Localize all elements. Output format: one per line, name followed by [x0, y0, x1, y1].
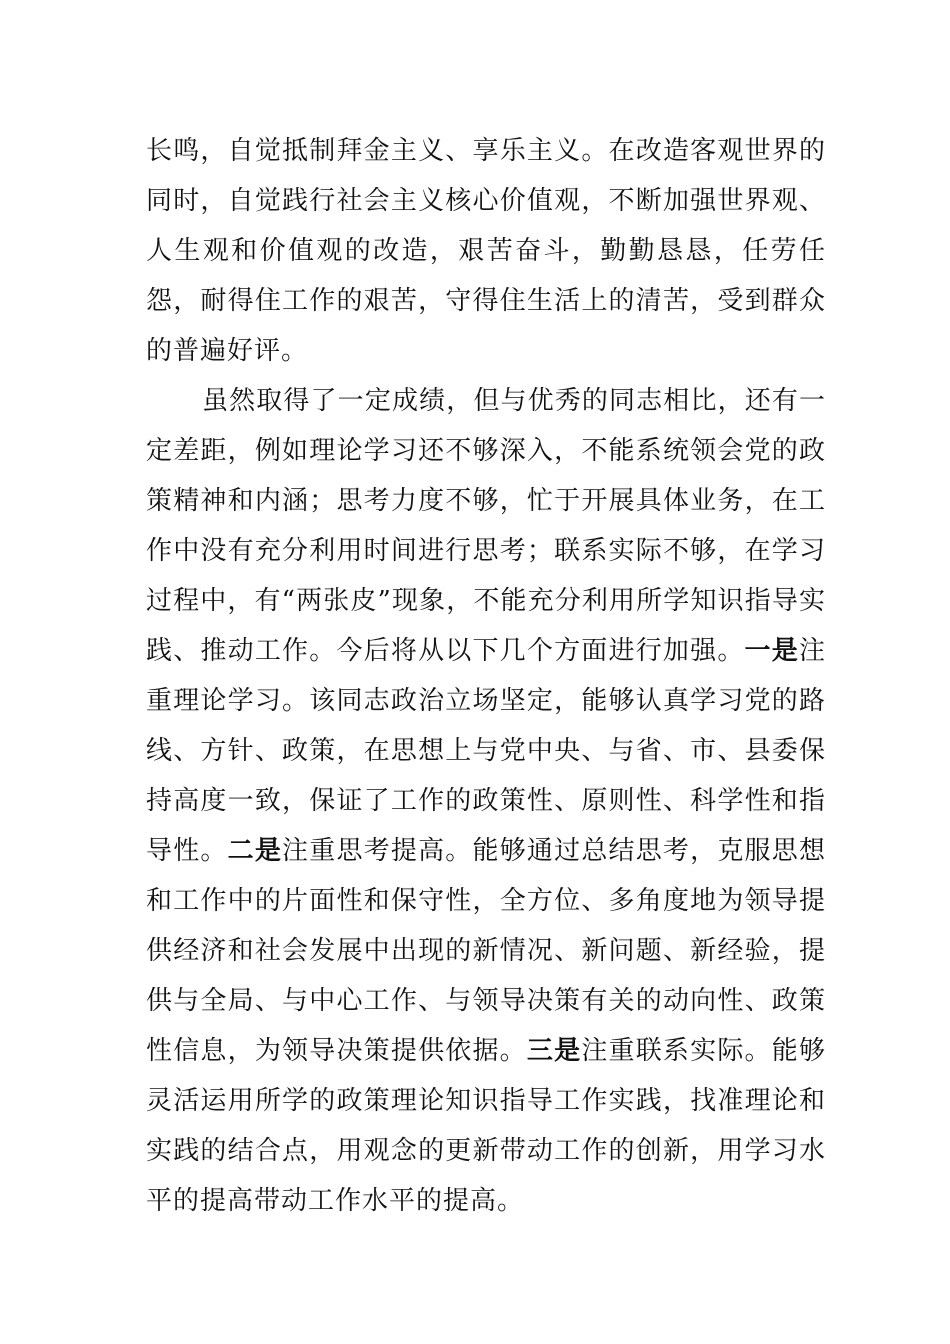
- point-label-3: 三是: [526, 1036, 582, 1066]
- point-text-1: 注重理论学习。该同志政治立场坚定，能够认真学习党的路线、方针、政策，在思想上与党中央、与省、市、县委保持高度一致，保证了工作的政策性、原则性、科学性和指导性。: [146, 636, 826, 866]
- paragraph-improvement: [146, 376, 826, 1226]
- point-label-1: 一是: [744, 636, 799, 666]
- paragraph-text: 长鸣，自觉抵制拜金主义、享乐主义。在改造客观世界的同时，自觉践行社会主义核心价值观，不断加强世界观、人生观和价值观的改造，艰苦奋斗，勤勤恳恳，任劳任怨，耐得住工作的艰苦，守得住生活上的清苦，受到群众的普遍好评。: [146, 136, 826, 366]
- paragraph-intro: 虽然取得了一定成绩，但与优秀的同志相比，还有一定差距，例如理论学习还不够深入，不能系统领会党的政策精神和内涵；思考力度不够，忙于开展具体业务，在工作中没有充分利用时间进行思考；联系实际不够，在学习过程中，有“两张皮”现象，不能充分利用所学知识指导实践、推动工作。今后将从以下几个方面进行加强。: [146, 386, 826, 666]
- point-text-2: 注重思考提高。能够通过总结思考，克服思想和工作中的片面性和保守性，全方位、多角度地为领导提供经济和社会发展中出现的新情况、新问题、新经验，提供与全局、与中心工作、与领导决策有关的动向性、政策性信息，为领导决策提供依据。: [146, 836, 826, 1066]
- paragraph-continuation: [146, 126, 826, 376]
- point-text-3: 注重联系实际。能够灵活运用所学的政策理论知识指导工作实践，找准理论和实践的结合点，用观念的更新带动工作的创新，用学习水平的提高带动工作水平的提高。: [146, 1036, 826, 1216]
- document-body: [146, 126, 826, 1226]
- point-label-2: 二是: [227, 836, 283, 866]
